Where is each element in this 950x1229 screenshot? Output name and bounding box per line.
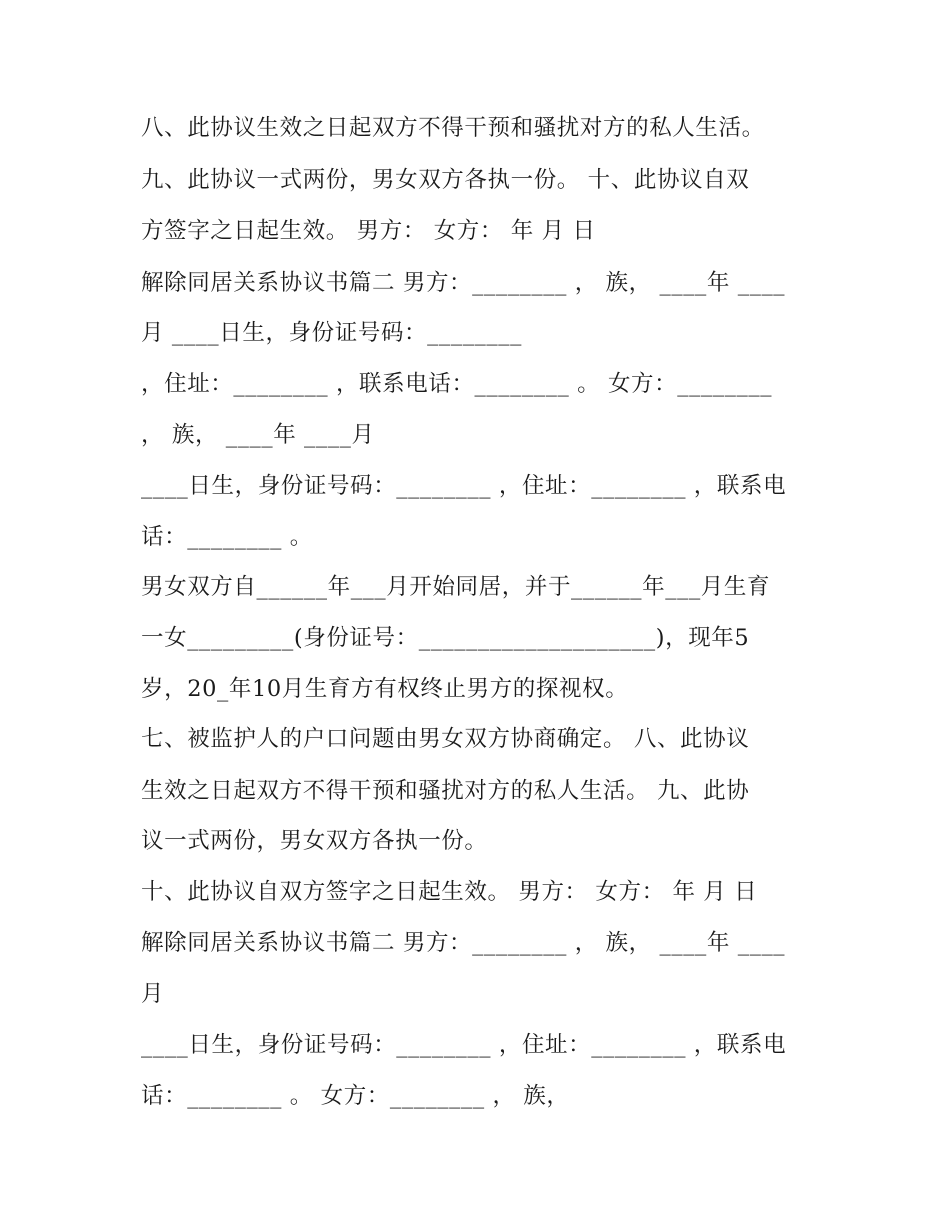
text-line: 议一式两份，男女双方各执一份。 — [141, 828, 488, 854]
text-line: ____日生，身份证号码：________ ，住址：________ ，联系电 — [141, 473, 787, 499]
text-line: 七、被监护人的户口问题由男女双方协商确定。 八、此协议 — [141, 726, 750, 752]
text-line: ____日生，身份证号码：________ ，住址：________ ，联系电 — [141, 1032, 787, 1058]
text-line: ， 族， ____年 ____月 — [141, 422, 375, 448]
text-line: 十、此协议自双方签字之日起生效。 男方： 女方： 年 月 日 — [141, 879, 758, 905]
text-line: 月 — [141, 981, 165, 1007]
text-line: 月 ____日生，身份证号码：________ — [141, 320, 522, 346]
text-line: 话：________ 。 — [141, 524, 313, 550]
text-line: 生效之日起双方不得干预和骚扰对方的私人生活。 九、此协 — [141, 778, 750, 804]
text-line: 解除同居关系协议书篇二 男方：________ ， 族， ____年 ____ — [141, 930, 786, 956]
text-line: 一女_________(身份证号：____________________)，现年5 — [141, 625, 750, 651]
text-line: ，住址：________ ，联系电话：________ 。 女方：________ — [141, 371, 773, 397]
text-line: 岁，20_年10月生育方有权终止男方的探视权。 — [141, 676, 629, 702]
text-line: 方签字之日起生效。 男方： 女方： 年 月 日 — [141, 218, 596, 244]
text-line: 话：________ 。 女方：________ ， 族， — [141, 1083, 570, 1109]
text-line: 男女双方自______年___月开始同居，并于______年___月生育 — [141, 574, 771, 600]
text-line: 解除同居关系协议书篇二 男方：________ ， 族， ____年 ____ — [141, 270, 786, 296]
text-line: 八、此协议生效之日起双方不得干预和骚扰对方的私人生活。 — [141, 115, 765, 141]
text-line: 九、此协议一式两份，男女双方各执一份。 十、此协议自双 — [141, 167, 750, 193]
